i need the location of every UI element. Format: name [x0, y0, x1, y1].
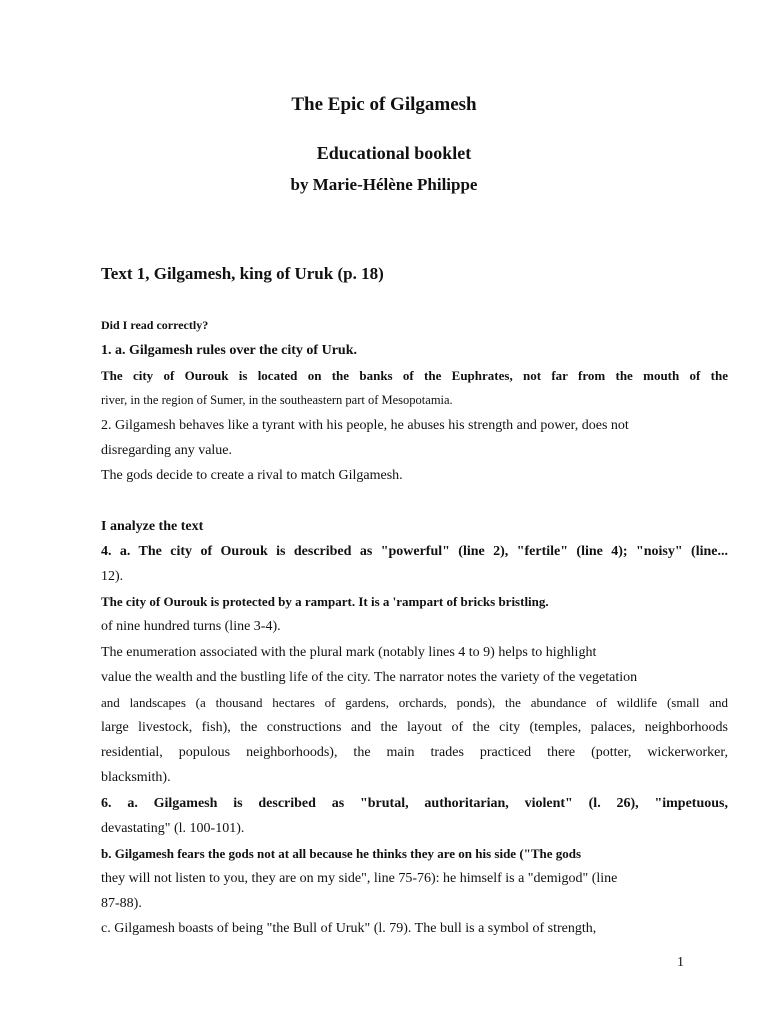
document-title: The Epic of Gilgamesh	[291, 94, 477, 115]
paragraph-line: 1. a. Gilgamesh rules over the city of Uruk.	[101, 343, 357, 358]
paragraph-line: they will not listen to you, they are on my side", line 75-76): he himself is a "demigod" (line	[101, 871, 618, 886]
paragraph-line: The gods decide to create a rival to match Gilgamesh.	[101, 468, 403, 483]
paragraph-line: 2. Gilgamesh behaves like a tyrant with his people, he abuses his strength and power, does not	[101, 418, 629, 433]
paragraph-line: devastating" (l. 100-101).	[101, 821, 245, 836]
document-author: by Marie-Hélène Philippe	[290, 175, 478, 194]
page-number: 1	[677, 955, 684, 970]
paragraph-line: disregarding any value.	[101, 443, 233, 458]
paragraph-line: river, in the region of Sumer, in the southeastern part of Mesopotamia.	[101, 393, 453, 407]
paragraph-line: blacksmith).	[101, 770, 171, 785]
paragraph-line: c. Gilgamesh boasts of being "the Bull of Uruk" (l. 79). The bull is a symbol of strength,	[101, 921, 597, 936]
subsection-heading: Did I read correctly?	[101, 318, 209, 332]
paragraph-line: 87-88).	[101, 896, 142, 911]
paragraph-line: 6. a. Gilgamesh is described as "brutal, authoritarian, violent" (l. 26), "impetuous,	[101, 796, 728, 811]
paragraph-line: large livestock, fish), the constructions and the layout of the city (temples, palaces, neighborhoods	[101, 720, 728, 735]
paragraph-line: 12).	[101, 569, 124, 584]
paragraph-line: b. Gilgamesh fears the gods not at all because he thinks they are on his side ("The gods	[101, 846, 582, 861]
paragraph-line: value the wealth and the bustling life of the city. The narrator notes the variety of the vegetation	[101, 670, 638, 685]
document-subtitle: Educational booklet	[316, 143, 472, 163]
paragraph-line: The city of Ourouk is protected by a rampart. It is a 'rampart of bricks bristling.	[101, 594, 549, 609]
section-heading: Text 1, Gilgamesh, king of Uruk (p. 18)	[101, 264, 384, 283]
paragraph-line: of nine hundred turns (line 3-4).	[101, 619, 281, 634]
paragraph-line: 4. a. The city of Ourouk is described as "powerful" (line 2), "fertile" (line 4); "noisy" (line...	[101, 544, 728, 559]
subsection-heading: I analyze the text	[101, 519, 204, 534]
paragraph-line: The city of Ourouk is located on the banks of the Euphrates, not far from the mouth of the	[101, 368, 728, 383]
paragraph-line: and landscapes (a thousand hectares of gardens, orchards, ponds), the abundance of wildlife (small and	[101, 695, 728, 710]
paragraph-line: The enumeration associated with the plural mark (notably lines 4 to 9) helps to highlight	[101, 645, 597, 660]
paragraph-line: residential, populous neighborhoods), the main trades practiced there (potter, wickerworker,	[101, 745, 728, 760]
